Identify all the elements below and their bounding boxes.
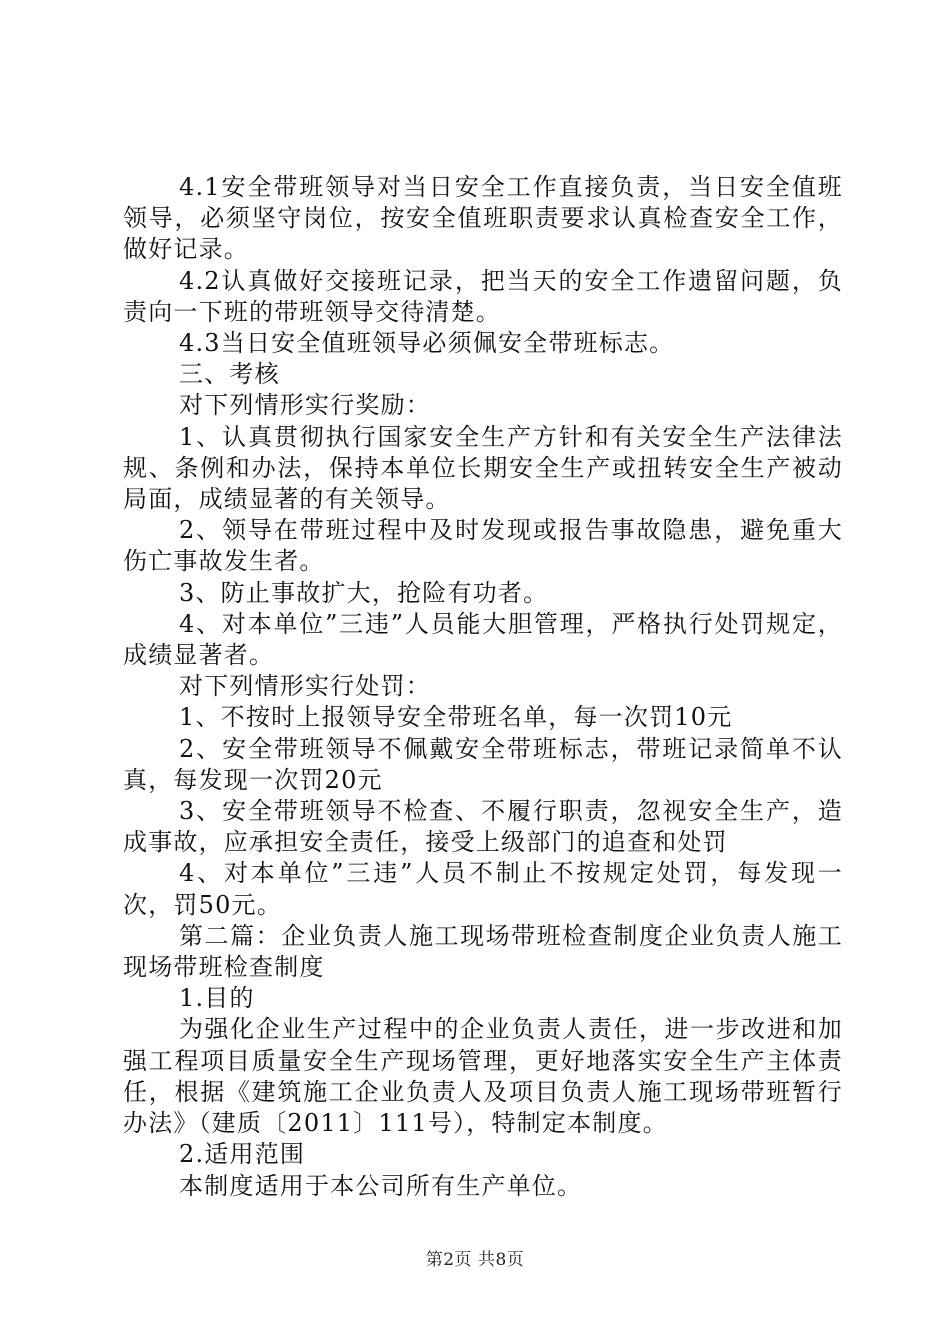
paragraph-4-3: 4.3当日安全值班领导必须佩安全带班标志。 bbox=[179, 329, 675, 358]
section-purpose-heading: 1.目的 bbox=[179, 984, 255, 1013]
penalty-item-3: 3、安全带班领导不检查、不履行职责，忽视安全生产，造成事故，应承担安全责任，接受上级部门的追查和处罚 bbox=[123, 797, 843, 857]
chapter-two-title: 第二篇：企业负责人施工现场带班检查制度企业负责人施工现场带班检查制度 bbox=[123, 921, 843, 982]
section-scope-text: 本制度适用于本公司所有生产单位。 bbox=[179, 1171, 583, 1200]
reward-item-2: 2、领导在带班过程中及时发现或报告事故隐患，避免重大伤亡事故发生者。 bbox=[123, 516, 843, 576]
section-scope-heading: 2.适用范围 bbox=[179, 1140, 306, 1169]
paragraph-4-1: 4.1安全带班领导对当日安全工作直接负责，当日安全值班领导，必须坚守岗位，按安全值班职责要求认真检查安全工作，做好记录。 bbox=[123, 173, 843, 264]
document-body bbox=[123, 172, 843, 1202]
section-purpose-text: 为强化企业生产过程中的企业负责人责任，进一步改进和加强工程项目质量安全生产现场管理，更好地落实安全生产主体责任，根据《建筑施工企业负责人及项目负责人施工现场带班暂行办法》（建质〔2011〕111号），特制定本制度。 bbox=[123, 1015, 843, 1138]
page-footer: 第2页 共8页 bbox=[425, 1250, 525, 1270]
reward-item-3: 3、防止事故扩大，抢险有功者。 bbox=[179, 578, 549, 607]
penalty-intro: 对下列情形实行处罚： bbox=[179, 672, 431, 701]
penalty-item-1: 1、不按时上报领导安全带班名单，每一次罚10元 bbox=[179, 703, 733, 732]
penalty-item-4: 4、对本单位”三违”人员不制止不按规定处罚，每发现一次，罚50元。 bbox=[123, 859, 843, 919]
paragraph-4-2: 4.2认真做好交接班记录，把当天的安全工作遗留问题，负责向一下班的带班领导交待清楚。 bbox=[123, 266, 843, 326]
penalty-item-2: 2、安全带班领导不佩戴安全带班标志，带班记录简单不认真，每发现一次罚20元 bbox=[123, 734, 843, 794]
reward-intro: 对下列情形实行奖励： bbox=[179, 391, 431, 420]
section-heading-assessment: 三、考核 bbox=[179, 360, 280, 389]
reward-item-1: 1、认真贯彻执行国家安全生产方针和有关安全生产法律法规、条例和办法，保持本单位长期安全生产或扭转安全生产被动局面，成绩显著的有关领导。 bbox=[123, 422, 843, 514]
reward-item-4: 4、对本单位”三违”人员能大胆管理，严格执行处罚规定，成绩显著者。 bbox=[123, 609, 843, 670]
